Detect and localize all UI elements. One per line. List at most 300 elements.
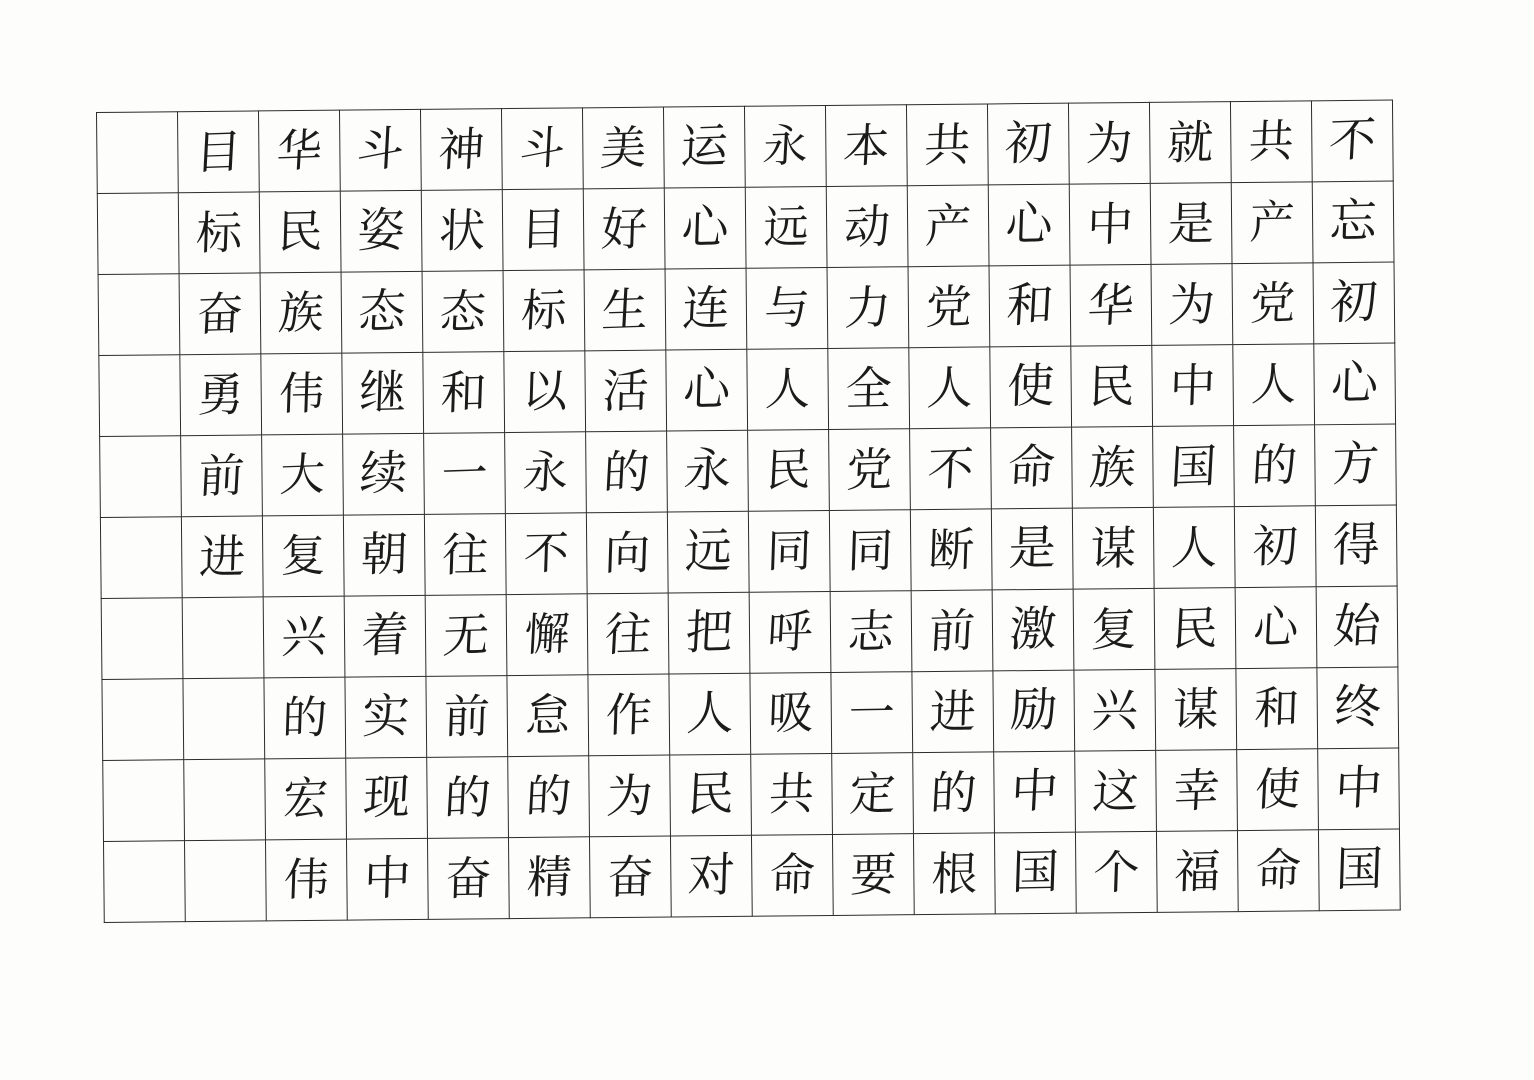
- grid-cell: [1317, 667, 1399, 749]
- cell-char: 国: [1010, 844, 1060, 901]
- cell-char: 远: [762, 199, 810, 254]
- grid-cell: [748, 510, 830, 592]
- cell-char: 中: [1333, 760, 1384, 817]
- cell-char: 奋: [195, 286, 245, 342]
- cell-char: 为: [1084, 115, 1134, 172]
- cell-char: 励: [1009, 682, 1059, 739]
- grid-cell: [826, 186, 908, 268]
- cell-char: 姿: [356, 202, 406, 259]
- cell-char: 复: [1089, 601, 1139, 658]
- grid-cell: [501, 108, 583, 190]
- grid-cell: [744, 105, 826, 187]
- cell-char: 进: [928, 684, 977, 740]
- grid-cell: [503, 270, 585, 352]
- grid-cell: [1312, 181, 1394, 263]
- cell-char: 民: [764, 442, 813, 498]
- cell-char: 初: [1328, 274, 1379, 331]
- cell-char: 永: [761, 118, 810, 174]
- cell-char: 个: [1092, 844, 1141, 900]
- grid-cell: [1315, 505, 1397, 587]
- cell-char: 精: [526, 850, 573, 905]
- cell-char: 运: [679, 118, 730, 175]
- cell-char: 动: [843, 199, 892, 255]
- grid-cell: [746, 267, 828, 349]
- grid-cell: [1153, 507, 1235, 589]
- cell-char: 状: [438, 203, 487, 258]
- cell-char: [103, 719, 183, 721]
- cell-char: 终: [1333, 679, 1383, 736]
- grid-cell: [102, 679, 184, 761]
- grid-cell: [910, 428, 992, 510]
- cell-char: 族: [1087, 439, 1137, 496]
- grid-cell: [100, 517, 182, 599]
- grid-cell: [988, 184, 1070, 266]
- grid-cell: [1232, 263, 1314, 345]
- grid-cell: [179, 273, 261, 355]
- table-row: [98, 262, 1395, 355]
- cell-char: 为: [1167, 276, 1217, 333]
- grid-cell: [663, 106, 745, 188]
- grid-cell: [987, 103, 1069, 185]
- grid-cell: [1075, 750, 1157, 832]
- grid-cell: [991, 427, 1073, 509]
- cell-char: 复: [279, 528, 327, 583]
- grid-cell: [505, 432, 587, 514]
- grid-cell: [1237, 749, 1319, 831]
- cell-char: 中: [1168, 358, 1217, 413]
- grid-cell: [99, 355, 181, 437]
- cell-char: 忘: [1328, 193, 1378, 250]
- cell-char: [101, 557, 181, 559]
- grid-cell: [426, 676, 508, 758]
- grid-cell: [751, 834, 833, 916]
- grid-cell: [1237, 830, 1319, 912]
- cell-char: 朝: [359, 526, 409, 583]
- table-row: [99, 343, 1396, 436]
- cell-char: 标: [195, 205, 244, 261]
- cell-char: 本: [841, 117, 891, 174]
- grid-cell: [420, 109, 502, 191]
- cell-char: 和: [1253, 681, 1301, 736]
- grid-cell: [259, 191, 341, 273]
- table-row: [97, 181, 1394, 274]
- cell-char: 态: [438, 283, 488, 340]
- cell-char: 永: [521, 444, 570, 500]
- grid-cell: [990, 346, 1072, 428]
- grid-cell: [1153, 426, 1235, 508]
- grid-cell: [1318, 829, 1400, 911]
- cell-char: 这: [1091, 763, 1141, 820]
- grid-cell: [264, 677, 346, 759]
- grid-cell: [508, 837, 590, 919]
- grid-cell: [103, 760, 185, 842]
- cell-char: 心: [1252, 599, 1300, 655]
- cell-char: 激: [1008, 601, 1059, 658]
- cell-char: 前: [927, 603, 977, 659]
- grid-cell: [992, 589, 1074, 671]
- cell-char: 党: [844, 441, 894, 498]
- cell-char: 国: [1168, 438, 1218, 495]
- grid-cell: [339, 109, 421, 191]
- cell-char: 民: [1170, 600, 1220, 657]
- cell-char: 目: [519, 202, 567, 257]
- cell-char: 奋: [444, 850, 493, 906]
- grid-cell: [1075, 831, 1157, 913]
- grid-cell: [832, 834, 914, 916]
- grid-cell: [913, 752, 995, 834]
- cell-char: [185, 798, 265, 801]
- cell-char: 兴: [1090, 682, 1139, 738]
- grid-cell: [589, 836, 671, 918]
- grid-cell: [1155, 669, 1237, 751]
- cell-char: 一: [847, 685, 896, 741]
- grid-cell: [827, 267, 909, 349]
- grid-cell: [97, 112, 179, 194]
- grid-cell: [423, 352, 505, 434]
- table-row: [100, 505, 1397, 598]
- grid-cell: [184, 759, 266, 841]
- cell-char: 生: [600, 282, 650, 338]
- grid-cell: [506, 594, 588, 676]
- grid-cell: [104, 841, 186, 923]
- cell-char: 心: [1004, 196, 1054, 253]
- grid-cell: [748, 429, 830, 511]
- grid-cell: [828, 348, 910, 430]
- cell-char: 共: [767, 766, 816, 822]
- grid-cell: [664, 187, 746, 269]
- grid-cell: [668, 592, 750, 674]
- cell-char: 的: [1250, 437, 1299, 493]
- cell-char: 全: [844, 361, 893, 417]
- cell-char: 就: [1165, 114, 1215, 171]
- cell-char: [183, 636, 263, 639]
- grid-cell: [667, 511, 749, 593]
- cell-char: 始: [1332, 598, 1383, 655]
- grid-cell: [582, 107, 664, 189]
- grid-cell: [749, 591, 831, 673]
- cell-char: 的: [929, 765, 979, 821]
- cell-char: 产: [1248, 195, 1296, 250]
- cell-char: 方: [1330, 436, 1381, 493]
- cell-char: 命: [768, 847, 816, 902]
- grid-cell: [829, 510, 911, 592]
- grid-cell: [421, 190, 503, 272]
- grid-cell: [181, 516, 263, 598]
- grid-cell: [422, 271, 504, 353]
- cell-char: 斗: [355, 121, 406, 179]
- grid-cell: [911, 590, 993, 672]
- cell-char: 和: [1004, 277, 1055, 334]
- cell-char: 中: [1086, 196, 1135, 252]
- grid-cell: [993, 670, 1075, 752]
- cell-char: 心: [1330, 355, 1380, 412]
- grid-cell: [265, 839, 347, 921]
- grid-cell: [504, 351, 586, 433]
- grid-cell: [427, 757, 509, 839]
- cell-char: 初: [1003, 115, 1054, 172]
- grid-cell: [912, 671, 994, 753]
- cell-char: [97, 151, 177, 154]
- cell-char: 态: [356, 283, 407, 341]
- grid-cell: [505, 513, 587, 595]
- cell-char: 不: [925, 441, 975, 497]
- cell-char: [185, 880, 265, 882]
- grid-cell: [831, 672, 913, 754]
- grid-cell: [1068, 102, 1150, 184]
- cell-char: 大: [278, 447, 327, 502]
- cell-char: 民: [1087, 358, 1136, 414]
- cell-char: 人: [925, 360, 974, 416]
- table-row: [101, 586, 1398, 679]
- grid-cell: [1154, 588, 1236, 670]
- cell-char: 中: [362, 850, 412, 907]
- cell-char: 怠: [524, 688, 572, 743]
- cell-char: 为: [605, 768, 655, 824]
- cell-char: [102, 637, 182, 640]
- cell-char: 标: [519, 282, 568, 338]
- cell-char: 前: [442, 688, 491, 744]
- grid-cell: [183, 678, 265, 760]
- grid-cell: [1071, 345, 1153, 427]
- grid-cell: [584, 269, 666, 351]
- cell-char: 往: [441, 527, 490, 582]
- table-row: [102, 667, 1399, 760]
- grid-cell: [1072, 426, 1154, 508]
- grid-cell: [832, 753, 914, 835]
- cell-char: 国: [1334, 841, 1384, 898]
- cell-char: 连: [680, 280, 731, 337]
- grid-cell: [341, 271, 423, 353]
- grid-cell: [669, 673, 751, 755]
- grid-cell: [667, 430, 749, 512]
- cell-char: 与: [762, 280, 811, 336]
- grid-cell: [344, 595, 426, 677]
- grid-cell: [258, 110, 340, 192]
- cell-char: 伟: [278, 366, 326, 421]
- grid-cell: [346, 838, 428, 920]
- cell-char: 定: [848, 765, 898, 822]
- grid-cell: [991, 508, 1073, 590]
- grid-cell: [989, 265, 1071, 347]
- cell-char: 谋: [1089, 520, 1138, 576]
- grid-cell: [830, 591, 912, 673]
- cell-char: 根: [930, 846, 979, 902]
- cell-char: 福: [1173, 843, 1222, 899]
- cell-char: [104, 881, 184, 883]
- cell-char: 民: [276, 204, 324, 259]
- cell-char: 斗: [518, 120, 567, 176]
- cell-char: 志: [846, 603, 896, 660]
- grid-cell: [1235, 587, 1317, 669]
- table-row: [103, 748, 1400, 841]
- grid-cell: [586, 431, 668, 513]
- cell-char: 兴: [280, 609, 329, 664]
- grid-cell: [1070, 264, 1152, 346]
- cell-char: 永: [682, 442, 733, 499]
- grid-cell: [825, 105, 907, 187]
- grid-cell: [262, 434, 344, 516]
- cell-char: 无: [441, 607, 491, 664]
- grid-cell: [1156, 831, 1238, 913]
- cell-char: 宏: [281, 771, 330, 826]
- cell-char: 前: [197, 448, 246, 504]
- table-row: [100, 424, 1397, 517]
- cell-char: 心: [680, 199, 730, 256]
- grid-body: [97, 100, 1401, 922]
- grid-cell: [178, 192, 260, 274]
- cell-char: 神: [436, 121, 486, 178]
- cell-char: 继: [358, 364, 408, 421]
- cell-char: 的: [524, 768, 573, 824]
- grid-cell: [908, 266, 990, 348]
- table-row: [104, 829, 1401, 922]
- cell-char: 命: [1006, 439, 1057, 496]
- cell-char: 一: [440, 445, 489, 502]
- grid-cell: [1149, 102, 1231, 184]
- grid-cell: [100, 436, 182, 518]
- grid-cell: [1318, 748, 1400, 830]
- grid-cell: [1073, 588, 1155, 670]
- cell-char: 华: [275, 123, 324, 178]
- grid-cell: [1311, 100, 1393, 182]
- table-row: [97, 100, 1394, 193]
- grid-cell: [1069, 183, 1151, 265]
- handwriting-grid-wrapper: [96, 100, 1401, 923]
- cell-char: 民: [685, 766, 736, 823]
- grid-cell: [1152, 345, 1234, 427]
- grid-cell: [502, 189, 584, 271]
- cell-char: 呼: [766, 604, 815, 660]
- grid-cell: [1234, 425, 1316, 507]
- grid-cell: [1151, 264, 1233, 346]
- cell-char: 进: [198, 529, 247, 585]
- grid-cell: [585, 350, 667, 432]
- cell-char: 的: [281, 690, 329, 745]
- cell-char: 不: [522, 526, 570, 581]
- cell-char: 共: [1247, 113, 1296, 169]
- grid-cell: [909, 347, 991, 429]
- cell-char: 不: [1327, 112, 1378, 169]
- grid-cell: [907, 185, 989, 267]
- grid-cell: [1074, 669, 1156, 751]
- cell-char: 人: [764, 361, 812, 416]
- cell-char: 要: [849, 847, 898, 903]
- grid-cell: [1150, 183, 1232, 265]
- cell-char: 把: [684, 604, 735, 661]
- grid-cell: [829, 429, 911, 511]
- cell-char: 断: [927, 522, 976, 578]
- cell-char: 使: [1253, 761, 1302, 817]
- grid-cell: [181, 435, 263, 517]
- grid-cell: [583, 188, 665, 270]
- cell-char: [100, 395, 180, 397]
- cell-char: 产: [924, 198, 973, 254]
- cell-char: 心: [682, 361, 732, 418]
- cell-char: 着: [360, 607, 411, 665]
- grid-cell: [994, 832, 1076, 914]
- grid-cell: [97, 193, 179, 275]
- cell-char: [100, 475, 180, 478]
- grid-cell: [345, 676, 427, 758]
- grid-cell: [343, 433, 425, 515]
- cell-char: 往: [603, 606, 653, 662]
- grid-cell: [508, 756, 590, 838]
- cell-char: 中: [1009, 763, 1060, 820]
- grid-cell: [1231, 182, 1313, 264]
- cell-char: 远: [683, 523, 733, 580]
- cell-char: 美: [598, 120, 648, 176]
- grid-cell: [1233, 344, 1315, 426]
- cell-char: 是: [1007, 520, 1057, 577]
- grid-cell: [910, 509, 992, 591]
- grid-cell: [586, 512, 668, 594]
- cell-char: 谋: [1171, 682, 1220, 737]
- cell-char: 的: [443, 769, 493, 826]
- grid-cell: [1313, 262, 1395, 344]
- cell-char: 党: [1248, 275, 1297, 331]
- grid-cell: [1230, 101, 1312, 183]
- grid-cell: [670, 754, 752, 836]
- cell-char: 伟: [283, 852, 330, 907]
- cell-char: 人: [1170, 520, 1219, 575]
- cell-char: [184, 718, 264, 720]
- cell-char: 的: [602, 444, 651, 500]
- grid-cell: [589, 755, 671, 837]
- grid-cell: [424, 514, 506, 596]
- cell-char: 懈: [523, 606, 572, 662]
- cell-char: [104, 799, 184, 802]
- grid-cell: [751, 753, 833, 835]
- grid-cell: [346, 757, 428, 839]
- cell-char: 对: [686, 847, 736, 904]
- cell-char: 共: [922, 117, 972, 173]
- cell-char: 勇: [196, 367, 245, 423]
- grid-cell: [180, 354, 262, 436]
- cell-char: 作: [604, 687, 653, 743]
- cell-char: 是: [1167, 196, 1216, 251]
- cell-char: 力: [843, 279, 893, 336]
- cell-char: 初: [1251, 519, 1299, 574]
- cell-char: 得: [1331, 517, 1381, 574]
- grid-cell: [1316, 586, 1398, 668]
- cell-char: 党: [924, 279, 974, 335]
- grid-cell: [1156, 750, 1238, 832]
- cell-char: 人: [1250, 357, 1298, 412]
- grid-cell: [670, 835, 752, 917]
- cell-char: 向: [603, 525, 652, 581]
- grid-cell: [260, 272, 342, 354]
- cell-char: 奋: [606, 849, 655, 905]
- grid-cell: [101, 598, 183, 680]
- cell-char: 同: [765, 523, 813, 578]
- grid-cell: [750, 672, 832, 754]
- cell-char: 吸: [767, 685, 815, 740]
- cell-char: 现: [361, 769, 412, 827]
- grid-cell: [913, 833, 995, 915]
- grid-cell: [343, 514, 425, 596]
- grid-cell: [261, 353, 343, 435]
- cell-char: 续: [358, 445, 409, 503]
- cell-char: 族: [276, 285, 325, 340]
- grid-cell: [747, 348, 829, 430]
- grid-cell: [1236, 668, 1318, 750]
- grid-cell: [184, 840, 266, 922]
- grid-cell: [427, 838, 509, 920]
- cell-char: [99, 313, 179, 316]
- grid-cell: [263, 596, 345, 678]
- cell-char: 人: [685, 685, 735, 742]
- grid-cell: [265, 758, 347, 840]
